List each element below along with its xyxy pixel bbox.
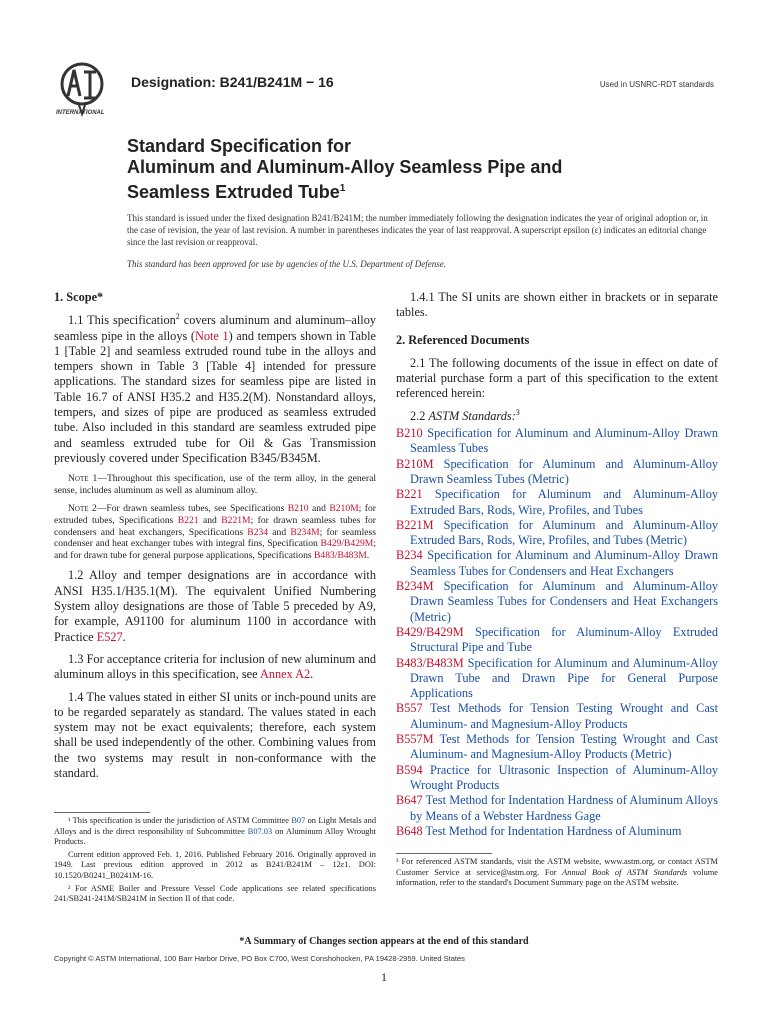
reference-title-link[interactable]: Test Methods for Tension Testing Wrought and Cast Aluminum- and Magnesium-Alloy Products (Metric) bbox=[410, 732, 718, 762]
reference-title-link[interactable]: Test Method for Indentation Hardness of Aluminum bbox=[422, 823, 682, 838]
footnote-1 bbox=[54, 816, 376, 848]
reference-title-link[interactable]: Specification for Aluminum-Alloy Extruded Structural Pipe and Tube bbox=[410, 624, 718, 655]
title-line-3 bbox=[127, 178, 647, 203]
reference-item bbox=[396, 701, 718, 732]
reference-item bbox=[396, 824, 718, 839]
note-2-label: Note 2 bbox=[68, 503, 97, 515]
p12-a: 1.2 Alloy and temper designations are in accordance with ANSI H35.1/H35.1(M). The equivalent Unified Numbering System alloy designations are those of Table 5 preceded by A9, for example, A91100 for aluminum 1100 in accordance with Practice bbox=[54, 568, 376, 644]
link-b07-03[interactable]: B07.03 bbox=[247, 826, 273, 836]
reference-title-link[interactable]: Specification for Aluminum and Aluminum-Alloy Extruded Bars, Rods, Wire, Profiles, and Tubes bbox=[410, 487, 718, 517]
reference-code-link[interactable]: B221 bbox=[396, 487, 423, 502]
link-b429[interactable]: B429/B429M bbox=[320, 538, 374, 550]
p12-b: . bbox=[122, 629, 126, 644]
link-b483[interactable]: B483/B483M bbox=[314, 549, 367, 561]
reference-code-link[interactable]: B483/B483M bbox=[396, 655, 464, 670]
footnote-3-mark[interactable]: 3 bbox=[515, 407, 520, 417]
reference-title-link[interactable]: Specification for Aluminum and Aluminum-Alloy Drawn Seamless Tubes (Metric) bbox=[410, 456, 718, 486]
f1-a: ¹ This specification is under the jurisdiction of ASTM Committee bbox=[68, 816, 292, 825]
issued-statement: This standard is issued under the fixed designation B241/B241M; the number immediately following the designation indicates the year of original adoption or, in the case of revision, the year of last revision. A number in parentheses indicates the year of last reapproval. A superscript epsilon (ε) indicates an editorial change since the last revision or reapproval. bbox=[127, 213, 708, 247]
astm-logo bbox=[56, 62, 124, 122]
link-annex-a2[interactable]: Annex A2 bbox=[259, 667, 311, 682]
reference-item bbox=[396, 426, 718, 457]
link-b07[interactable]: B07 bbox=[291, 816, 306, 825]
approval-statement: This standard has been approved for use by agencies of the U.S. Department of Defense. bbox=[127, 259, 447, 269]
used-in-label: Used in USNRC-RDT standards bbox=[599, 80, 714, 89]
f3-b: volume information, refer to the standard's Document Summary page on the ASTM website. bbox=[396, 867, 718, 888]
reference-code-link[interactable]: B557M bbox=[396, 732, 434, 747]
note-2-and: and bbox=[308, 503, 330, 515]
reference-code-link[interactable]: B647 bbox=[396, 793, 423, 808]
note-1-label: Note 1 bbox=[68, 473, 98, 485]
note-2 bbox=[54, 503, 376, 561]
p13-b: . bbox=[310, 667, 314, 682]
link-e527[interactable]: E527 bbox=[96, 629, 123, 644]
title-line-1: Standard Specification for bbox=[127, 136, 352, 156]
document-title bbox=[127, 136, 647, 203]
reference-item bbox=[396, 487, 718, 518]
link-b221[interactable]: B221 bbox=[177, 515, 199, 527]
intro-block bbox=[127, 212, 717, 270]
paragraph-1-4-1: 1.4.1 The SI units are shown either in brackets or in separate tables. bbox=[396, 290, 718, 320]
f3-italic: Annual Book of ASTM Standards bbox=[562, 867, 688, 877]
note-2-d: ; for seamless condenser and heat exchanger tubes with integral fins, Specification bbox=[54, 526, 376, 550]
reference-item bbox=[396, 625, 718, 656]
paragraph-2-1: 2.1 The following documents of the issue in effect on date of material purchase form a part of this specification to the extent referenced herein: bbox=[396, 355, 718, 401]
footnote-2-mark[interactable]: 2 bbox=[175, 312, 180, 322]
reference-title-link[interactable]: Test Method for Indentation Hardness of Aluminum Alloys by Means of a Webster Hardness Gage bbox=[410, 793, 718, 823]
note-2-c: ; for drawn seamless tubes for condensers and heat exchangers, Specifications bbox=[54, 515, 376, 538]
reference-title-link[interactable]: Specification for Aluminum and Aluminum-Alloy Drawn Seamless Tubes for Condensers and Heat Exchangers bbox=[410, 548, 718, 578]
reference-code-link[interactable]: B210M bbox=[396, 456, 434, 471]
p11-a: 1.1 This specification bbox=[68, 313, 176, 328]
paragraph-1-4: 1.4 The values stated in either SI units or inch-pound units are to be regarded separately as standard. The values stated in each system may not be exact equivalents; therefore, each system shall be used independently of the other. Combining values from the two systems may result in non-conformance with the standard. bbox=[54, 689, 376, 780]
reference-item bbox=[396, 457, 718, 488]
page-number: 1 bbox=[381, 970, 387, 984]
reference-title-link[interactable]: Specification for Aluminum and Aluminum-Alloy Extruded Bars, Rods, Wire, Profiles, and Tubes (Metric) bbox=[410, 517, 718, 548]
copyright-line: Copyright © ASTM International, 100 Barr Harbor Drive, PO Box C700, West Conshohocken, PA 19428-2959. United States bbox=[54, 954, 465, 963]
logo-sub: INTERNATIONAL bbox=[56, 110, 105, 116]
section-1-heading: 1. Scope* bbox=[54, 290, 104, 304]
reference-title-link[interactable]: Specification for Aluminum and Aluminum-Alloy Drawn Seamless Tubes bbox=[410, 426, 718, 456]
note-2-and: and bbox=[268, 526, 291, 538]
section-2-heading: 2. Referenced Documents bbox=[396, 332, 530, 347]
reference-title-link[interactable]: Specification for Aluminum and Aluminum-Alloy Drawn Seamless Tubes for Condensers and Heat Exchangers (Metric) bbox=[410, 579, 718, 624]
reference-item bbox=[396, 548, 718, 579]
note-2-f: . bbox=[366, 549, 370, 561]
footnotes-left bbox=[54, 816, 376, 907]
reference-item bbox=[396, 793, 718, 824]
title-line-2: Aluminum and Aluminum-Alloy Seamless Pipe and bbox=[127, 157, 563, 177]
footnote-2: ² For ASME Boiler and Pressure Vessel Code applications see related specifications 241/SB241-241M/SB241M in Section II of that code. bbox=[54, 883, 376, 904]
reference-title-link[interactable]: Practice for Ultrasonic Inspection of Aluminum-Alloy Wrought Products bbox=[410, 762, 718, 792]
footnote-rule-right bbox=[396, 853, 492, 854]
reference-item bbox=[396, 656, 718, 702]
title-footnote-mark[interactable]: 1 bbox=[339, 183, 346, 194]
paragraph-1-1 bbox=[54, 313, 376, 466]
reference-code-link[interactable]: B429/B429M bbox=[396, 624, 464, 639]
footnote-rule-left bbox=[54, 812, 150, 813]
reference-list bbox=[396, 426, 718, 839]
note-1-text: —Throughout this specification, use of the term alloy, in the general sense, includes aluminum as well as aluminum alloy. bbox=[54, 473, 376, 496]
reference-item bbox=[396, 732, 718, 763]
reference-item bbox=[396, 579, 718, 625]
designation: Designation: B241/B241M − 16 bbox=[131, 74, 334, 90]
reference-title-link[interactable]: Test Methods for Tension Testing Wrought and Cast Aluminum- and Magnesium-Alloy Products bbox=[410, 701, 718, 731]
f1-c: on Aluminum Alloy Wrought Products. bbox=[54, 826, 377, 847]
reference-item bbox=[396, 763, 718, 794]
link-b234m[interactable]: B234M bbox=[290, 526, 320, 538]
note-1 bbox=[54, 473, 376, 496]
reference-code-link[interactable]: B234 bbox=[396, 548, 423, 563]
reference-code-link[interactable]: B594 bbox=[396, 762, 423, 777]
reference-code-link[interactable]: B648 bbox=[396, 823, 423, 838]
right-column bbox=[396, 290, 718, 839]
reference-item bbox=[396, 518, 718, 549]
title-line-3-text: Seamless Extruded Tube bbox=[127, 182, 340, 202]
reference-code-link[interactable]: B221M bbox=[396, 517, 434, 532]
f1-b: on Light Metals and Alloys and is the direct responsibility of Subcommittee bbox=[54, 816, 377, 836]
p22-title: ASTM Standards: bbox=[428, 408, 516, 423]
note-2-b: ; for extruded tubes, Specifications bbox=[54, 503, 376, 527]
p22-label: 2.2 bbox=[410, 408, 429, 423]
footnote-3 bbox=[396, 857, 718, 889]
link-b210m[interactable]: B210M bbox=[329, 503, 359, 515]
reference-code-link[interactable]: B234M bbox=[396, 579, 434, 594]
note-2-a: —For drawn seamless tubes, see Specifications bbox=[96, 503, 288, 515]
p13-a: 1.3 For acceptance criteria for inclusion of new aluminum and aluminum alloys in this specification, see bbox=[54, 651, 376, 682]
paragraph-2-2 bbox=[396, 409, 718, 424]
reference-code-link[interactable]: B557 bbox=[396, 701, 423, 716]
note-2-and: and bbox=[198, 515, 222, 527]
reference-title-link[interactable]: Specification for Aluminum and Aluminum-Alloy Drawn Tube and Drawn Pipe for General Purpose Applications bbox=[410, 655, 718, 701]
link-b234[interactable]: B234 bbox=[247, 526, 269, 538]
footnote-1-edition: Current edition approved Feb. 1, 2016. Published February 2016. Originally approved in 1949. Last previous edition approved in 2012 as B241/B241M – 12ε1. DOI: 10.1520/B0241_B0241M-16. bbox=[54, 849, 376, 880]
p11-b: covers aluminum and aluminum–alloy seamless pipe in the alloys ( bbox=[54, 313, 376, 343]
f3-a: ³ For referenced ASTM standards, visit the ASTM website, www.astm.org, or contact ASTM Customer Service at service@astm.org. For bbox=[396, 857, 718, 877]
paragraph-1-2 bbox=[54, 568, 376, 644]
note-2-e: ; and for drawn tube for general purpose applications, Specifications bbox=[54, 538, 376, 561]
link-b210[interactable]: B210 bbox=[287, 503, 309, 515]
link-b221m[interactable]: B221M bbox=[221, 515, 251, 527]
summary-notice: *A Summary of Changes section appears at the end of this standard bbox=[239, 936, 529, 947]
left-column bbox=[54, 290, 376, 788]
note-1-link[interactable]: Note 1 bbox=[194, 328, 229, 343]
p11-c: ) and tempers shown in Table 1 [Table 2] and seamless extruded round tube in the alloys and tempers shown in Table 3 [Table 4] intended for pressure applications. The standard sizes for seamless pipe are listed in Table 16.7 of ANSI H35.2 and H35.2(M). Nonstandard alloys, tempers, and sizes of pipe are produced as seamless extruded tube. Also included in this standard are seamless extruded pipe and seamless extruded tube for Oil & Gas Transmission previously covered under Specification B345/B345M. bbox=[54, 328, 376, 465]
paragraph-1-3 bbox=[54, 652, 376, 683]
reference-code-link[interactable]: B210 bbox=[396, 426, 423, 441]
